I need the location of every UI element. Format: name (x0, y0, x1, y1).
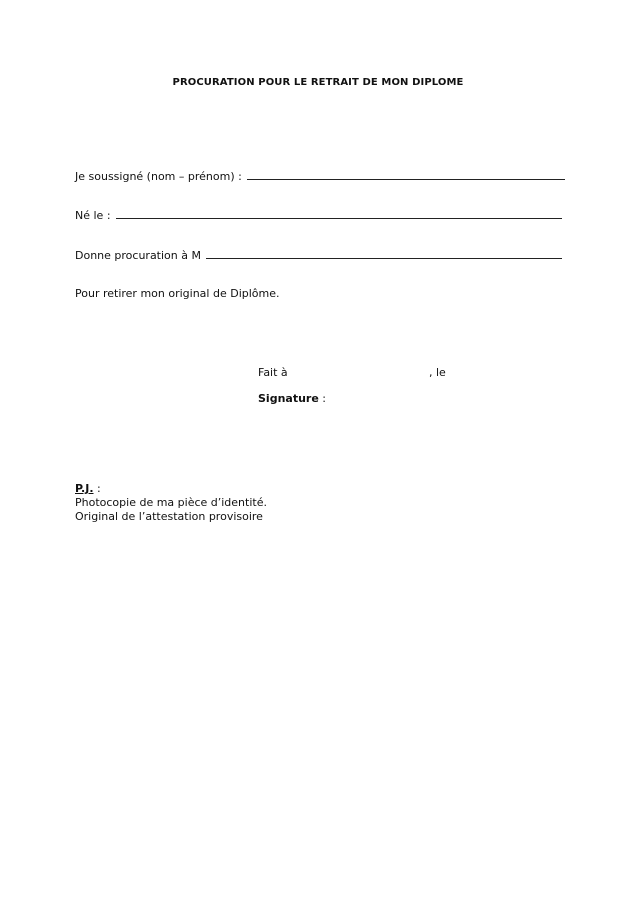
fait-a-label: Fait à (258, 366, 288, 379)
signature-colon: : (318, 392, 326, 405)
signature-line (258, 392, 326, 405)
ne-le-blank[interactable] (116, 208, 562, 219)
soussigne-blank[interactable] (247, 169, 565, 180)
soussigne-line (75, 169, 565, 183)
procuration-blank[interactable] (206, 248, 562, 259)
procuration-line (75, 248, 562, 262)
pj-item-attestation: Original de l’attestation provisoire (75, 510, 263, 523)
pj-colon: : (93, 482, 101, 495)
ne-le-label: Né le : (75, 209, 111, 222)
purpose-text: Pour retirer mon original de Diplôme. (75, 287, 280, 300)
pj-item-photocopie: Photocopie de ma pièce d’identité. (75, 496, 267, 509)
ne-le-line (75, 208, 562, 222)
signature-label: Signature (258, 392, 319, 405)
pieces-jointes (75, 482, 267, 524)
soussigne-label: Je soussigné (nom – prénom) : (75, 170, 242, 183)
pj-heading (75, 482, 267, 496)
le-label: , le (429, 366, 446, 379)
document-title: PROCURATION POUR LE RETRAIT DE MON DIPLOME (172, 77, 464, 88)
procuration-label: Donne procuration à M (75, 249, 201, 262)
pj-label: P.J. (75, 482, 94, 495)
